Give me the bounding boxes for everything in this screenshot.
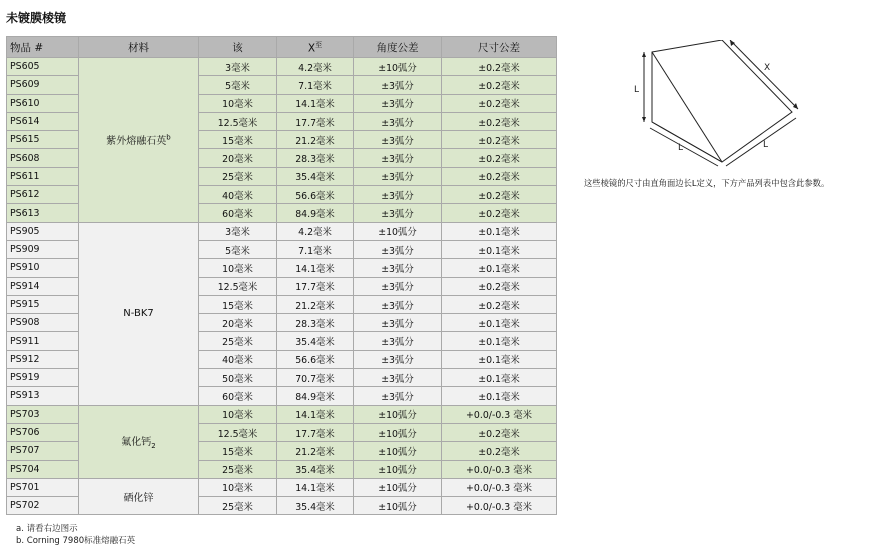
cell-hypotenuse: 84.9毫米 — [277, 204, 354, 222]
cell-side-length: 3毫米 — [199, 222, 277, 240]
cell-side-length: 10毫米 — [199, 405, 277, 423]
cell-part-number: PS707 — [7, 442, 79, 460]
cell-dimension-tolerance: ±0.2毫米 — [442, 76, 557, 94]
cell-part-number: PS919 — [7, 369, 79, 387]
cell-part-number: PS703 — [7, 405, 79, 423]
table-row — [7, 58, 557, 76]
cell-part-number: PS704 — [7, 460, 79, 478]
cell-part-number: PS908 — [7, 314, 79, 332]
cell-side-length: 15毫米 — [199, 442, 277, 460]
cell-side-length: 10毫米 — [199, 94, 277, 112]
cell-hypotenuse: 17.7毫米 — [277, 277, 354, 295]
diagram-label-l-bottom-left: L — [678, 143, 684, 153]
cell-part-number: PS915 — [7, 295, 79, 313]
cell-dimension-tolerance: ±0.2毫米 — [442, 442, 557, 460]
cell-hypotenuse: 14.1毫米 — [277, 405, 354, 423]
cell-part-number: PS611 — [7, 167, 79, 185]
cell-angle-tolerance: ±10弧分 — [354, 58, 442, 76]
cell-angle-tolerance: ±3弧分 — [354, 204, 442, 222]
cell-dimension-tolerance: ±0.2毫米 — [442, 186, 557, 204]
cell-angle-tolerance: ±10弧分 — [354, 460, 442, 478]
cell-side-length: 12.5毫米 — [199, 112, 277, 130]
cell-angle-tolerance: ±3弧分 — [354, 387, 442, 405]
header-angle-tolerance: 角度公差 — [354, 37, 442, 58]
dim-line-x — [730, 40, 798, 109]
cell-side-length: 40毫米 — [199, 350, 277, 368]
cell-hypotenuse: 17.7毫米 — [277, 112, 354, 130]
table-row — [7, 222, 557, 240]
cell-angle-tolerance: ±10弧分 — [354, 478, 442, 496]
cell-dimension-tolerance: ±0.2毫米 — [442, 295, 557, 313]
cell-angle-tolerance: ±3弧分 — [354, 240, 442, 258]
cell-part-number: PS912 — [7, 350, 79, 368]
cell-side-length: 3毫米 — [199, 58, 277, 76]
header-material: 材料 — [79, 37, 199, 58]
cell-part-number: PS614 — [7, 112, 79, 130]
diagram-caption: 这些棱镜的尺寸由直角面边长L定义，下方产品列表中包含此参数。 — [584, 178, 830, 188]
cell-hypotenuse: 4.2毫米 — [277, 222, 354, 240]
prism-dimension-diagram — [630, 40, 810, 170]
cell-side-length: 25毫米 — [199, 332, 277, 350]
header-part: 物品 # — [7, 37, 79, 58]
cell-angle-tolerance: ±3弧分 — [354, 259, 442, 277]
cell-part-number: PS610 — [7, 94, 79, 112]
cell-angle-tolerance: ±3弧分 — [354, 149, 442, 167]
cell-angle-tolerance: ±3弧分 — [354, 112, 442, 130]
cell-angle-tolerance: ±3弧分 — [354, 350, 442, 368]
prism-outline — [652, 40, 792, 162]
cell-hypotenuse: 56.6毫米 — [277, 186, 354, 204]
cell-angle-tolerance: ±10弧分 — [354, 222, 442, 240]
cell-part-number: PS706 — [7, 423, 79, 441]
cell-angle-tolerance: ±3弧分 — [354, 277, 442, 295]
cell-side-length: 40毫米 — [199, 186, 277, 204]
cell-dimension-tolerance: ±0.2毫米 — [442, 204, 557, 222]
cell-side-length: 10毫米 — [199, 259, 277, 277]
cell-dimension-tolerance: +0.0/-0.3 毫米 — [442, 460, 557, 478]
cell-hypotenuse: 35.4毫米 — [277, 460, 354, 478]
table-row — [7, 478, 557, 496]
cell-side-length: 25毫米 — [199, 167, 277, 185]
cell-dimension-tolerance: ±0.2毫米 — [442, 423, 557, 441]
cell-angle-tolerance: ±3弧分 — [354, 314, 442, 332]
cell-hypotenuse: 35.4毫米 — [277, 497, 354, 515]
cell-angle-tolerance: ±3弧分 — [354, 369, 442, 387]
cell-hypotenuse: 7.1毫米 — [277, 76, 354, 94]
cell-angle-tolerance: ±3弧分 — [354, 76, 442, 94]
cell-angle-tolerance: ±3弧分 — [354, 186, 442, 204]
cell-part-number: PS910 — [7, 259, 79, 277]
cell-dimension-tolerance: ±0.2毫米 — [442, 167, 557, 185]
cell-material: 硒化锌 — [79, 478, 199, 515]
cell-hypotenuse: 4.2毫米 — [277, 58, 354, 76]
cell-dimension-tolerance: ±0.1毫米 — [442, 332, 557, 350]
cell-hypotenuse: 35.4毫米 — [277, 332, 354, 350]
cell-hypotenuse: 35.4毫米 — [277, 167, 354, 185]
cell-side-length: 15毫米 — [199, 295, 277, 313]
cell-material: 氟化钙$_2$ — [79, 405, 199, 478]
cell-dimension-tolerance: ±0.1毫米 — [442, 369, 557, 387]
cell-dimension-tolerance: ±0.1毫米 — [442, 387, 557, 405]
cell-part-number: PS914 — [7, 277, 79, 295]
diagram-label-l-vertical: L — [634, 85, 640, 95]
prism-hypotenuse-edge — [652, 52, 722, 162]
dim-line-l-bottom-right — [726, 118, 796, 166]
cell-part-number: PS609 — [7, 76, 79, 94]
cell-hypotenuse: 70.7毫米 — [277, 369, 354, 387]
cell-hypotenuse: 7.1毫米 — [277, 240, 354, 258]
cell-dimension-tolerance: ±0.2毫米 — [442, 94, 557, 112]
cell-hypotenuse: 14.1毫米 — [277, 259, 354, 277]
cell-dimension-tolerance: +0.0/-0.3 毫米 — [442, 478, 557, 496]
cell-side-length: 10毫米 — [199, 478, 277, 496]
diagram-label-l-bottom-right: L — [763, 140, 769, 150]
table-header-row — [7, 37, 557, 58]
header-hypotenuse: $X^至$ — [277, 37, 354, 58]
page-title: 未镀膜棱镜 — [6, 11, 67, 25]
cell-angle-tolerance: ±3弧分 — [354, 295, 442, 313]
cell-hypotenuse: 14.1毫米 — [277, 94, 354, 112]
cell-side-length: 25毫米 — [199, 460, 277, 478]
cell-dimension-tolerance: ±0.2毫米 — [442, 58, 557, 76]
cell-dimension-tolerance: ±0.1毫米 — [442, 222, 557, 240]
prism-spec-table — [6, 36, 557, 515]
cell-side-length: 25毫米 — [199, 497, 277, 515]
cell-hypotenuse: 84.9毫米 — [277, 387, 354, 405]
cell-dimension-tolerance: +0.0/-0.3 毫米 — [442, 497, 557, 515]
footnote-b: b. Corning 7980标准熔融石英 — [16, 536, 136, 546]
table-row — [7, 405, 557, 423]
cell-angle-tolerance: ±10弧分 — [354, 442, 442, 460]
cell-hypotenuse: 17.7毫米 — [277, 423, 354, 441]
cell-hypotenuse: 14.1毫米 — [277, 478, 354, 496]
dim-line-l-bottom-left — [650, 128, 718, 166]
diagram-label-x: X — [764, 63, 771, 73]
cell-hypotenuse: 21.2毫米 — [277, 131, 354, 149]
cell-part-number: PS613 — [7, 204, 79, 222]
cell-dimension-tolerance: ±0.1毫米 — [442, 240, 557, 258]
cell-hypotenuse: 28.3毫米 — [277, 314, 354, 332]
cell-dimension-tolerance: ±0.1毫米 — [442, 259, 557, 277]
cell-angle-tolerance: ±10弧分 — [354, 497, 442, 515]
cell-dimension-tolerance: ±0.2毫米 — [442, 131, 557, 149]
cell-side-length: 15毫米 — [199, 131, 277, 149]
cell-angle-tolerance: ±3弧分 — [354, 131, 442, 149]
cell-angle-tolerance: ±3弧分 — [354, 332, 442, 350]
cell-side-length: 20毫米 — [199, 314, 277, 332]
cell-dimension-tolerance: ±0.2毫米 — [442, 112, 557, 130]
cell-side-length: 60毫米 — [199, 204, 277, 222]
cell-side-length: 50毫米 — [199, 369, 277, 387]
header-dimension-tolerance: 尺寸公差 — [442, 37, 557, 58]
cell-side-length: 60毫米 — [199, 387, 277, 405]
cell-part-number: PS701 — [7, 478, 79, 496]
cell-side-length: 12.5毫米 — [199, 423, 277, 441]
cell-hypotenuse: 21.2毫米 — [277, 442, 354, 460]
cell-dimension-tolerance: +0.0/-0.3 毫米 — [442, 405, 557, 423]
cell-part-number: PS911 — [7, 332, 79, 350]
cell-side-length: 5毫米 — [199, 76, 277, 94]
cell-material: 紫外熔融石英$^b$ — [79, 58, 199, 223]
cell-part-number: PS612 — [7, 186, 79, 204]
header-side-length: 该 — [199, 37, 277, 58]
cell-part-number: PS615 — [7, 131, 79, 149]
cell-hypotenuse: 21.2毫米 — [277, 295, 354, 313]
cell-side-length: 5毫米 — [199, 240, 277, 258]
cell-hypotenuse: 28.3毫米 — [277, 149, 354, 167]
footnote-a: a. 请看右边图示 — [16, 524, 78, 534]
cell-dimension-tolerance: ±0.1毫米 — [442, 314, 557, 332]
cell-dimension-tolerance: ±0.2毫米 — [442, 277, 557, 295]
cell-part-number: PS608 — [7, 149, 79, 167]
cell-angle-tolerance: ±10弧分 — [354, 405, 442, 423]
cell-part-number: PS605 — [7, 58, 79, 76]
cell-part-number: PS913 — [7, 387, 79, 405]
cell-part-number: PS909 — [7, 240, 79, 258]
cell-angle-tolerance: ±3弧分 — [354, 167, 442, 185]
cell-dimension-tolerance: ±0.2毫米 — [442, 149, 557, 167]
cell-dimension-tolerance: ±0.1毫米 — [442, 350, 557, 368]
cell-side-length: 12.5毫米 — [199, 277, 277, 295]
cell-angle-tolerance: ±10弧分 — [354, 423, 442, 441]
cell-part-number: PS702 — [7, 497, 79, 515]
cell-angle-tolerance: ±3弧分 — [354, 94, 442, 112]
cell-material: N-BK7 — [79, 222, 199, 405]
cell-side-length: 20毫米 — [199, 149, 277, 167]
cell-hypotenuse: 56.6毫米 — [277, 350, 354, 368]
cell-part-number: PS905 — [7, 222, 79, 240]
